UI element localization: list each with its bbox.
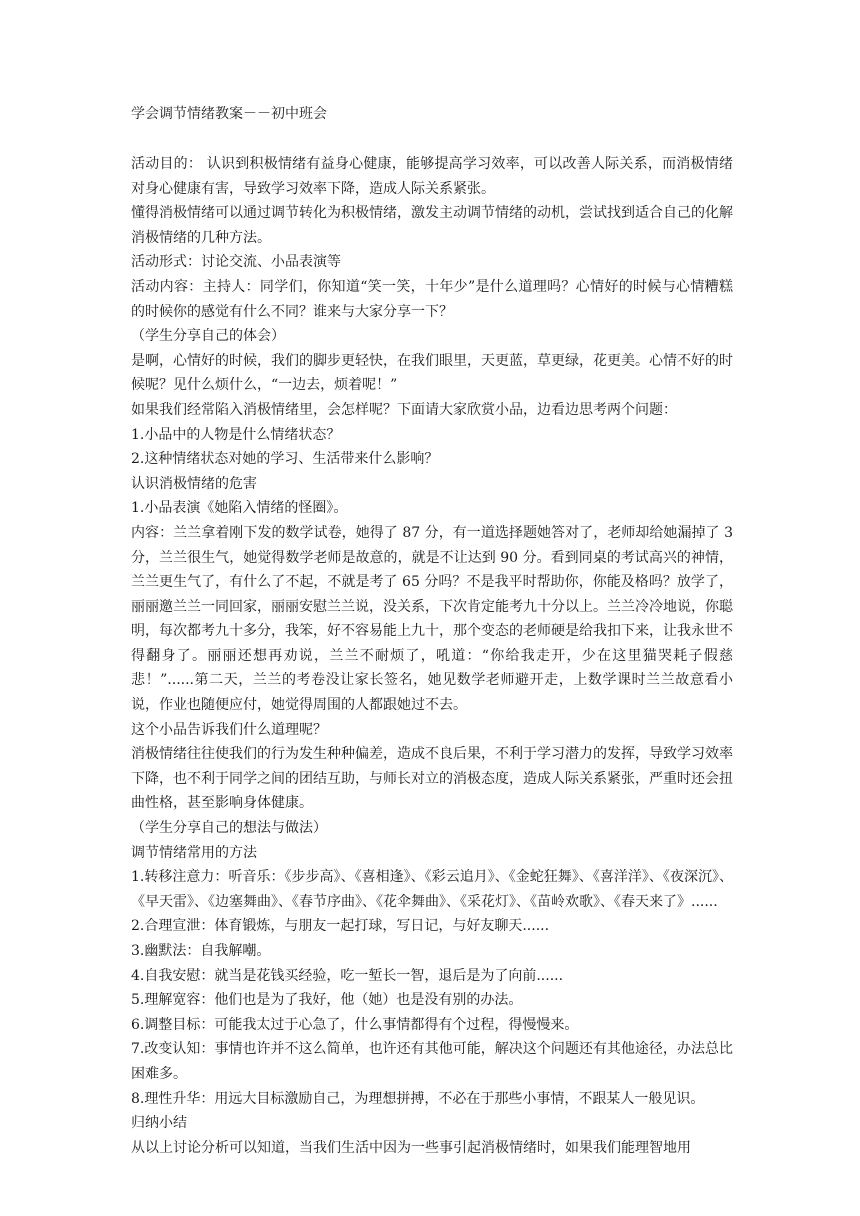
paragraph-skit-intro: 如果我们经常陷入消极情绪里，会怎样呢？下面请大家欣赏小品，边看边思考两个问题： (131, 401, 677, 418)
skit-content: 内容：兰兰拿着刚下发的数学试卷，她得了 87 分，有一道选择题她答对了，老师却给她漏掉了 3 分，兰兰很生气，她觉得数学老师是故意的，就是不让达到 90 分。看到同桌的考试高兴的神情，兰兰更生气了，有什么了不起，不就是考了 65 分吗？不是我平时帮助你，你能及格吗？放学了，丽丽邀兰兰一同回家，丽丽安慰兰兰说，没关系，下次肯定能考九十分以上。兰兰冷冷地说，你聪明，每次都考九十多分，我笨，好不容易能上九十，那个变态的老师硬是给我扣下来，让我永世不得翻身了。丽丽还想再劝说，兰兰不耐烦了，吼道：“你给我走开，少在这里猫哭耗子假慈悲！”......第二天，兰兰的考卷没让家长签名，她见数学老师避开走，上数学课时兰兰故意看小说，作业也随便应付，她觉得周围的人都跟她过不去。 (131, 524, 733, 714)
paragraph-mood: 是啊，心情好的时候，我们的脚步更轻快，在我们眼里，天更蓝，草更绿，花更美。心情不好的时候呢？见什么烦什么，“一边去，烦着呢！” (131, 352, 733, 394)
method-5: 5.理解宽容：他们也是为了我好，他（她）也是没有别的办法。 (131, 992, 523, 1009)
paragraph-student-share-1: （学生分享自己的体会） (131, 328, 285, 345)
section-heading-summary: 归纳小结 (131, 1115, 187, 1132)
paragraph-format: 活动形式：讨论交流、小品表演等 (131, 254, 341, 271)
document-body (131, 152, 733, 1160)
skit-title: 1.小品表演《她陷入情绪的怪圈》。 (131, 500, 348, 517)
section-heading-methods: 调节情绪常用的方法 (131, 844, 257, 861)
skit-question: 这个小品告诉我们什么道理呢？ (131, 721, 327, 738)
question-2: 2.这种情绪状态对她的学习、生活带来什么影响？ (131, 451, 439, 468)
question-1: 1.小品中的人物是什么情绪状态？ (131, 426, 341, 443)
paragraph-summary: 从以上讨论分析可以知道，当我们生活中因为一些事引起消极情绪时，如果我们能理智地用 (131, 1139, 691, 1156)
paragraph-harm: 消极情绪往往使我们的行为发生种种偏差，造成不良后果，不利于学习潜力的发挥，导致学习效率下降，也不利于同学之间的团结互助，与师长对立的消极态度，造成人际关系紧张，严重时还会扭曲性格，甚至影响身体健康。 (131, 746, 733, 812)
method-8: 8.理性升华：用远大目标激励自己，为理想拼搏，不必在于那些小事情，不跟某人一般见识。 (131, 1090, 705, 1107)
method-4: 4.自我安慰：就当是花钱买经验，吃一堑长一智，退后是为了向前...... (131, 967, 564, 984)
method-6: 6.调整目标：可能我太过于心急了，什么事情都得有个过程，得慢慢来。 (131, 1016, 579, 1033)
document-title: 学会调节情绪教案－－初中班会 (131, 106, 327, 122)
method-3: 3.幽默法：自我解嘲。 (131, 943, 271, 959)
method-2: 2.合理宣泄：体育锻炼，与朋友一起打球，写日记，与好友聊天...... (131, 918, 550, 935)
section-heading-harm: 认识消极情绪的危害 (131, 475, 257, 492)
paragraph-content-intro: 活动内容：主持人：同学们，你知道“笑一笑，十年少”是什么道理吗？心情好的时候与心情糟糕的时候你的感觉有什么不同？谁来与大家分享一下？ (131, 278, 733, 320)
method-7: 7.改变认知：事情也许并不这么简单，也许还有其他可能，解决这个问题还有其他途径，办法总比困难多。 (131, 1041, 733, 1082)
method-1: 1.转移注意力：听音乐：《步步高》、《喜相逢》、《彩云追月》、《金蛇狂舞》、《喜洋洋》、《夜深沉》、《早天雷》、《边塞舞曲》、《春节序曲》、《花伞舞曲》、《采花灯》、《苗岭欢歌》、《春天来了》...... (131, 869, 733, 910)
paragraph-purpose-2: 懂得消极情绪可以通过调节转化为积极情绪，激发主动调节情绪的动机，尝试找到适合自己的化解消极情绪的几种方法。 (131, 205, 733, 246)
paragraph-purpose-1: 活动目的： 认识到积极情绪有益身心健康，能够提高学习效率，可以改善人际关系，而消极情绪对身心健康有害，导致学习效率下降，造成人际关系紧张。 (131, 156, 733, 197)
paragraph-student-share-2: （学生分享自己的想法与做法） (131, 820, 327, 837)
